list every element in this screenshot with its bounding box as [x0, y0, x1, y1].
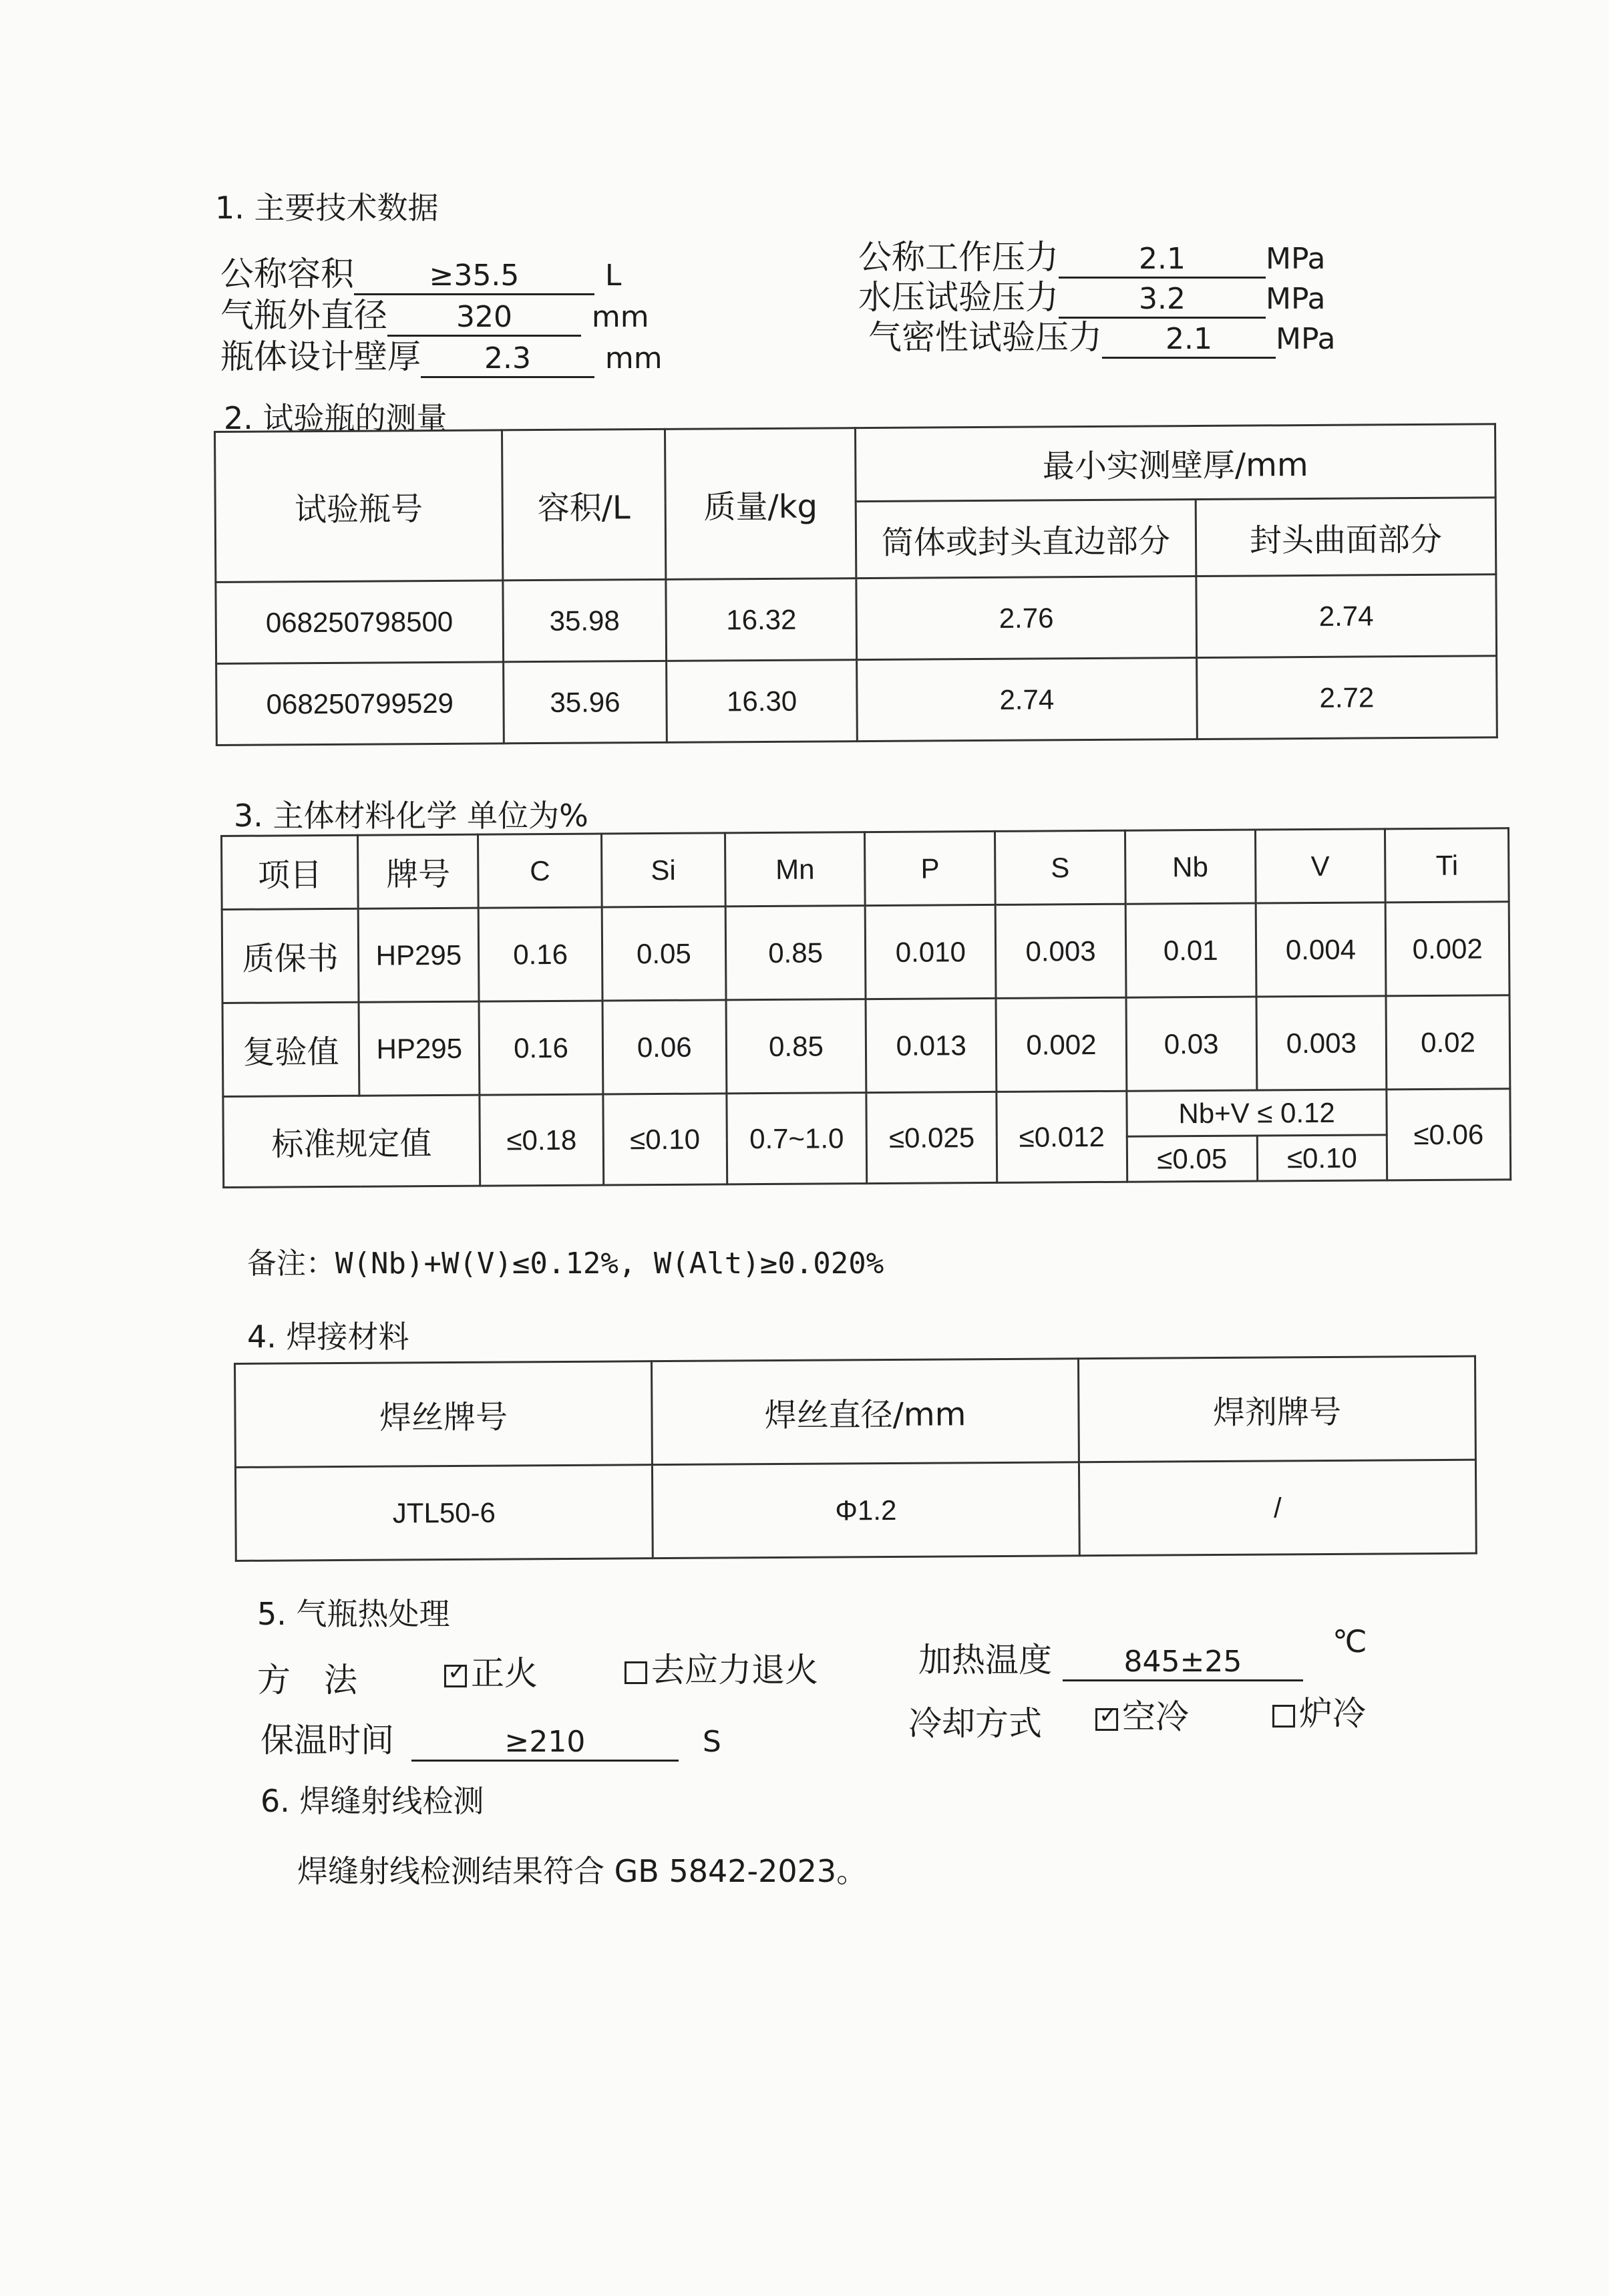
- table-row: [216, 575, 1497, 664]
- option-label: 正火: [471, 1654, 538, 1693]
- cell: 0.02: [1386, 995, 1510, 1090]
- unchecked-box-icon: [624, 1661, 647, 1684]
- section-5-title: 5. 气瓶热处理: [257, 1596, 450, 1632]
- cooling-air-option: [1095, 1690, 1189, 1738]
- std-v: ≤0.10: [1257, 1135, 1387, 1181]
- std-p: ≤0.025: [866, 1092, 997, 1183]
- header-wall-head: 封头曲面部分: [1196, 498, 1496, 577]
- header-row: [222, 828, 1509, 910]
- table-row: [222, 902, 1509, 1003]
- field-unit: MPa: [1266, 282, 1326, 316]
- section-2-title: 2. 试验瓶的测量: [224, 400, 448, 436]
- option-label: 空冷: [1122, 1697, 1189, 1736]
- field-unit: L: [604, 259, 622, 293]
- remark-note: 备注：W(Nb)+W(V)≤0.12%, W(Alt)≥0.020%: [247, 1247, 884, 1281]
- cell: 0.06: [602, 1000, 727, 1094]
- cell: 0.003: [995, 904, 1126, 998]
- header-p: P: [865, 831, 995, 905]
- field-unit: MPa: [1276, 322, 1336, 356]
- header-cylinder-no: 试验瓶号: [215, 430, 503, 583]
- cell: HP295: [359, 908, 480, 1002]
- cell: 0.85: [725, 906, 866, 1000]
- field-label: 气密性试验压力: [868, 318, 1102, 357]
- cell: 0.004: [1256, 903, 1387, 997]
- cell-wire-diameter: Φ1.2: [652, 1462, 1079, 1559]
- header-flux-grade: 焊剂牌号: [1079, 1356, 1476, 1462]
- cell: 0.05: [602, 907, 726, 1001]
- header-wire-diameter: 焊丝直径/mm: [652, 1359, 1079, 1465]
- table-row: [235, 1460, 1476, 1561]
- cell-no: 068250799529: [216, 662, 504, 746]
- field-unit: mm: [591, 300, 649, 334]
- header-nb: Nb: [1125, 830, 1255, 904]
- welding-material-table: [234, 1355, 1477, 1562]
- cell: 0.013: [866, 998, 997, 1092]
- field-value: 845±25: [1063, 1645, 1303, 1681]
- header-s: S: [995, 830, 1125, 905]
- option-label: 炉冷: [1299, 1694, 1366, 1733]
- cell: 0.16: [479, 1001, 603, 1095]
- field-value: ≥210: [411, 1725, 679, 1762]
- method-normalizing-option: [444, 1647, 538, 1695]
- header-v: V: [1255, 829, 1385, 903]
- cell: 质保书: [222, 909, 359, 1003]
- leak-test-pressure-row: [868, 311, 1335, 359]
- heating-temperature-unit: ℃: [1332, 1623, 1367, 1659]
- cell-wall-straight: 2.76: [856, 577, 1197, 660]
- cell: 0.85: [726, 999, 867, 1094]
- field-value: 2.3: [421, 341, 594, 378]
- field-value: 320: [387, 300, 581, 337]
- field-label: 加热温度: [918, 1641, 1052, 1679]
- header-mass: 质量/kg: [665, 428, 856, 580]
- header-wire-grade: 焊丝牌号: [235, 1361, 653, 1468]
- header-grade: 牌号: [358, 834, 478, 909]
- chemical-composition-table: [220, 827, 1511, 1188]
- cell-mass: 16.32: [666, 579, 856, 661]
- cell-wall-head: 2.72: [1196, 656, 1497, 740]
- header-item: 项目: [222, 835, 359, 909]
- holding-time-row: [260, 1713, 721, 1762]
- cell-no: 068250798500: [216, 581, 503, 664]
- wall-thickness-row: [220, 330, 663, 378]
- field-label: 气瓶外直径: [220, 296, 387, 335]
- cell: 复验值: [222, 1002, 359, 1096]
- section-3-title: 3. 主体材料化学 单位为%: [234, 798, 588, 834]
- method-label: 方 法: [257, 1661, 357, 1699]
- field-label: 水压试验压力: [858, 278, 1059, 317]
- cell-wall-straight: 2.74: [857, 658, 1198, 742]
- header-mn: Mn: [725, 832, 865, 907]
- option-label: 去应力退火: [651, 1651, 818, 1689]
- method-stress-relief-option: [624, 1643, 818, 1691]
- std-c: ≤0.18: [480, 1094, 604, 1186]
- standard-label: 标准规定值: [223, 1095, 480, 1187]
- section-1-title: 1. 主要技术数据: [215, 190, 439, 226]
- cell: 0.01: [1125, 903, 1256, 997]
- header-ti: Ti: [1385, 828, 1509, 903]
- field-unit: S: [702, 1725, 721, 1759]
- field-label: 瓶体设计壁厚: [220, 337, 421, 376]
- standard-row: [223, 1089, 1510, 1142]
- header-row: [235, 1356, 1476, 1467]
- heating-temperature-row: [918, 1633, 1303, 1681]
- cell: 0.003: [1256, 996, 1387, 1090]
- cooling-method-label: 冷却方式: [908, 1704, 1042, 1743]
- checked-box-icon: [1095, 1708, 1118, 1731]
- header-min-wall: 最小实测壁厚/mm: [855, 424, 1495, 502]
- unchecked-box-icon: [1272, 1705, 1295, 1728]
- cell-flux-grade: /: [1079, 1460, 1476, 1556]
- cell: 0.010: [866, 905, 997, 999]
- field-label: 公称容积: [220, 255, 354, 293]
- field-value: 2.1: [1102, 322, 1276, 359]
- cell: 0.002: [1385, 902, 1509, 996]
- radiographic-result-text: 焊缝射线检测结果符合 GB 5842-2023。: [297, 1853, 868, 1889]
- std-si: ≤0.10: [603, 1094, 727, 1185]
- header-c: C: [478, 834, 602, 908]
- header-wall-straight: 筒体或封头直边部分: [856, 500, 1196, 579]
- std-nb-v-sum: Nb+V ≤ 0.12: [1127, 1090, 1387, 1136]
- field-label: 保温时间: [260, 1721, 394, 1760]
- cell: 0.03: [1126, 997, 1257, 1091]
- checked-box-icon: [444, 1665, 467, 1687]
- field-value: 2.1: [1059, 242, 1266, 279]
- header-volume: 容积/L: [502, 429, 666, 580]
- cell: 0.002: [996, 997, 1127, 1092]
- cooling-furnace-option: [1272, 1687, 1366, 1735]
- section-4-title: 4. 焊接材料: [247, 1319, 409, 1355]
- header-si: Si: [601, 833, 725, 907]
- std-s: ≤0.012: [997, 1091, 1127, 1182]
- field-unit: mm: [604, 341, 663, 375]
- std-nb: ≤0.05: [1127, 1136, 1257, 1182]
- cell-wall-head: 2.74: [1196, 575, 1497, 658]
- std-ti: ≤0.06: [1387, 1089, 1511, 1180]
- field-label: 公称工作压力: [858, 238, 1059, 277]
- cell-volume: 35.98: [503, 579, 667, 661]
- std-mn: 0.7~1.0: [727, 1093, 868, 1184]
- cell-wire-grade: JTL50-6: [235, 1465, 653, 1561]
- cell-volume: 35.96: [503, 661, 667, 743]
- cell: HP295: [359, 1001, 480, 1096]
- table-row: [216, 656, 1497, 746]
- field-unit: MPa: [1266, 242, 1326, 276]
- section-6-title: 6. 焊缝射线检测: [260, 1783, 484, 1819]
- cell: 0.16: [478, 907, 602, 1001]
- field-value: ≥35.5: [354, 259, 594, 295]
- cell-mass: 16.30: [667, 660, 857, 743]
- field-value: 3.2: [1059, 282, 1266, 319]
- table-row: [222, 995, 1510, 1097]
- cylinder-measurement-table: [214, 423, 1498, 746]
